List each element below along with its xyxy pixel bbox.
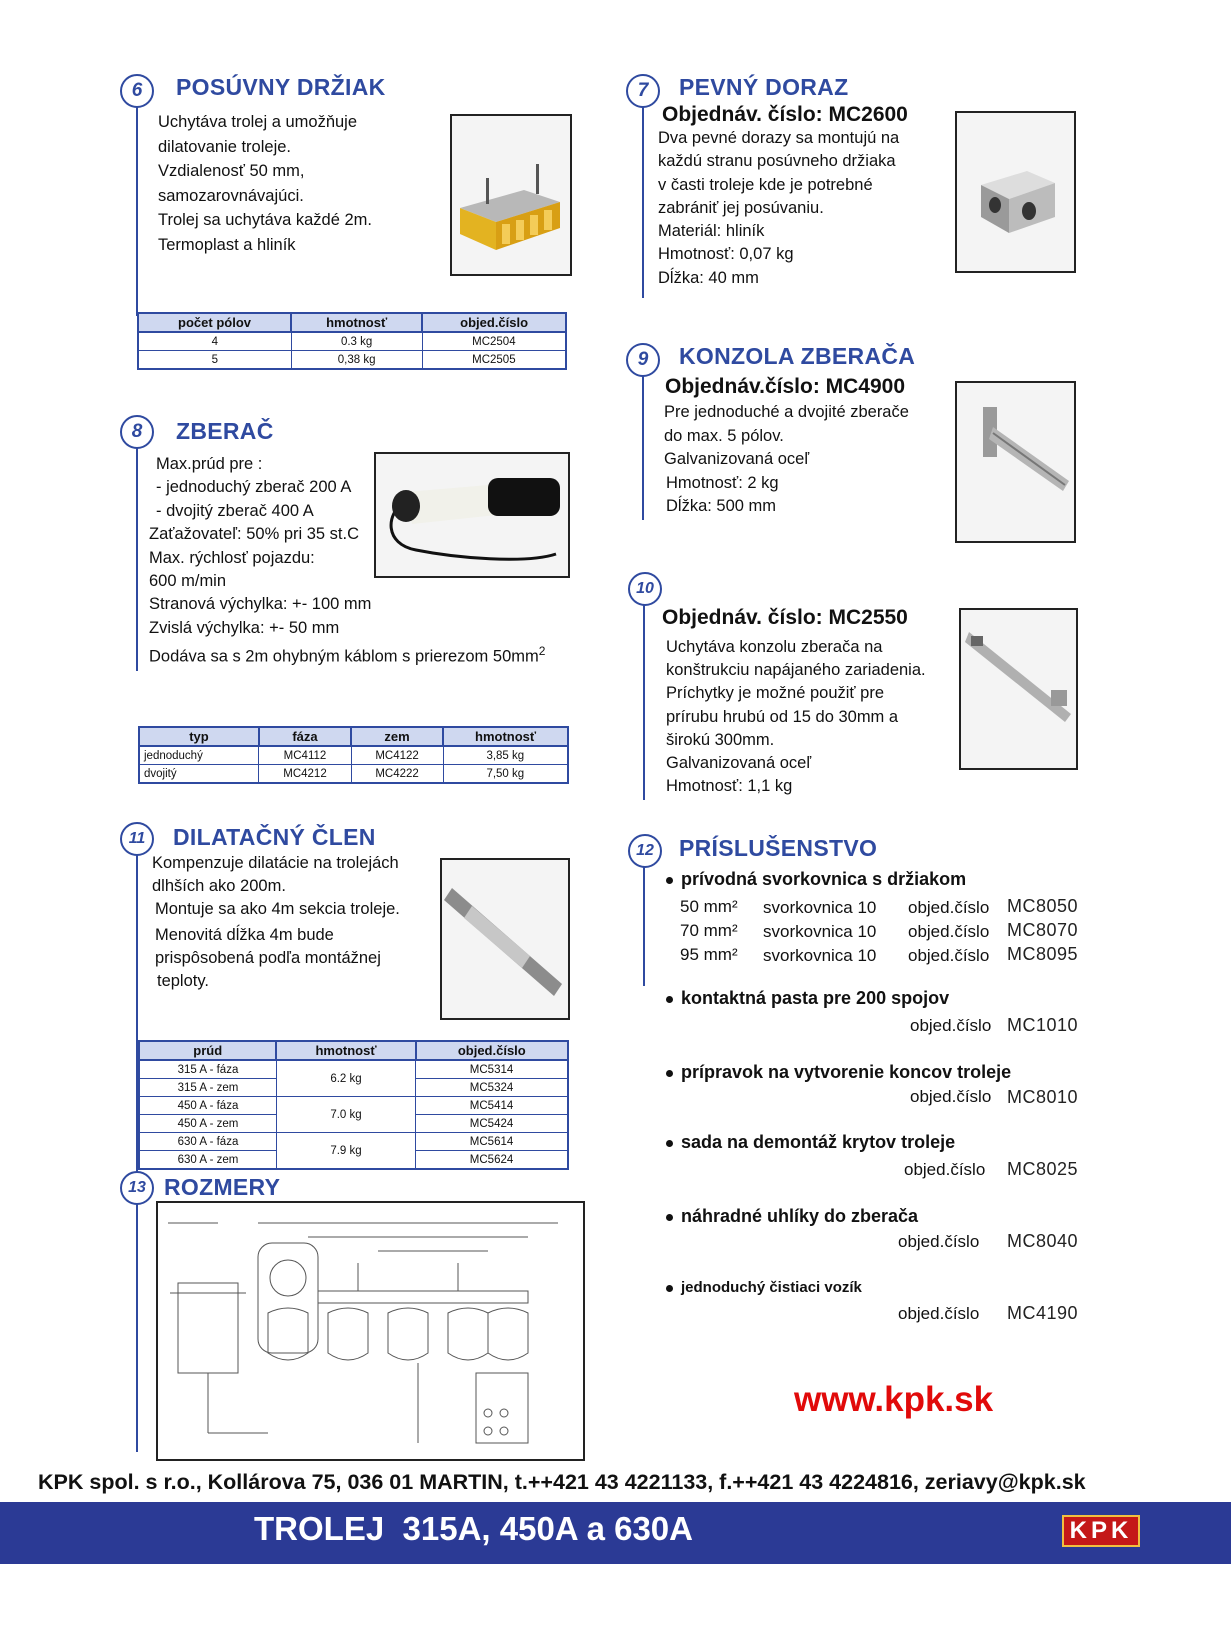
section-rule (136, 446, 138, 671)
table-header: počet pólov (138, 313, 291, 332)
section-rule (642, 104, 644, 298)
section-number-9: 9 (626, 343, 660, 377)
section-rule (136, 104, 138, 316)
list-item: 70 mm² (680, 921, 738, 940)
company-address: KPK spol. s r.o., Kollárova 75, 036 01 MARTIN, t.++421 43 4221133, f.++421 43 4224816, zeriavy@kpk.sk (38, 1470, 1086, 1494)
bullet-icon (666, 1140, 673, 1147)
bullet-icon (666, 1285, 673, 1292)
section-title-dilatacny-clen: DILATAČNÝ ČLEN (173, 824, 376, 850)
accessory-item-title: jednoduchý čistiaci vozík (666, 1279, 862, 1296)
sec7-order-number: Objednáv. číslo: MC2600 (662, 103, 908, 126)
section-title-zberac: ZBERAČ (176, 418, 274, 444)
section-title-rozmery: ROZMERY (164, 1174, 281, 1200)
section-number-8: 8 (120, 415, 154, 449)
list-item: objed.číslo (908, 922, 990, 941)
table-row: jednoduchý MC4112 MC4122 3,85 kg (139, 746, 568, 765)
section-rule (643, 603, 645, 800)
section-number-6: 6 (120, 74, 154, 108)
list-item: objed.číslo (908, 898, 990, 917)
sec10-description: Uchytáva konzolu zberača na konštrukciu napájaného zariadenia. Príchytky je možné použiť pre prírubu hrubú od 15 do 30mm a širokú 300mm. Galvanizovaná oceľ Hmotnosť: 1,1 kg (666, 638, 926, 796)
sec9-order-number: Objednáv.číslo: MC4900 (665, 375, 906, 398)
table-row: 450 A - zem MC5424 (139, 1115, 568, 1133)
collector-bracket-photo (955, 381, 1076, 543)
sec6-description: Uchytáva trolej a umožňuje dilatovanie troleje. Vzdialenosť 50 mm, samozarovnávajúci. Trolej sa uchytáva každé 2m. Termoplast a hliník (158, 113, 372, 254)
order-code: MC8040 (1007, 1231, 1079, 1251)
order-label: objed.číslo (910, 1016, 992, 1035)
table-row: 630 A - zem MC5624 (139, 1151, 568, 1170)
order-label: objed.číslo (910, 1087, 992, 1106)
accessory-item-title: sada na demontáž krytov troleje (666, 1132, 955, 1153)
order-code: MC8095 (1007, 944, 1079, 964)
accessory-item-title: náhradné uhlíky do zberača (666, 1206, 918, 1227)
sec8-description: Max.prúd pre : - jednoduchý zberač 200 A - dvojitý zberač 400 A Zaťažovateľ: 50% pri 35 st.C Max. rýchlosť pojazdu: 600 m/min Stranová výchylka: +- 100 mm Zvislá výchylka: +- 50 mm Dodáva sa s 2m ohybným káblom s prierezom $50mm^2$ (149, 455, 546, 666)
section-rule (136, 1200, 138, 1452)
list-item: 95 mm² (680, 945, 738, 964)
table-row: 630 A - fáza 7.9 kg MC5614 (139, 1133, 568, 1151)
table-row: dvojitý MC4212 MC4222 7,50 kg (139, 765, 568, 784)
bullet-icon (666, 1214, 673, 1221)
sec8-table (138, 726, 569, 784)
bullet-icon (666, 877, 673, 884)
section-rule (642, 374, 644, 520)
sliding-holder-photo (450, 114, 572, 276)
table-header: zem (351, 727, 443, 746)
table-row: 315 A - zem MC5324 (139, 1079, 568, 1097)
table-header: objed.číslo (416, 1041, 568, 1060)
section-number-11: 11 (120, 822, 154, 856)
section-number-7: 7 (626, 74, 660, 108)
kpk-logo: KPK (1062, 1515, 1140, 1547)
dimension-drawing (156, 1201, 585, 1461)
sec11-table (138, 1040, 569, 1170)
accessory-item-title: kontaktná pasta pre 200 spojov (666, 988, 949, 1009)
order-label: objed.číslo (898, 1232, 980, 1251)
section-rule (643, 866, 645, 986)
table-row: 4 0.3 kg MC2504 (138, 332, 566, 351)
order-label: objed.číslo (904, 1160, 986, 1179)
section-title-konzola-zberaca: KONZOLA ZBERAČA (679, 343, 916, 369)
order-label: objed.číslo (898, 1304, 980, 1323)
table-header: fáza (259, 727, 351, 746)
order-code: MC8010 (1007, 1087, 1079, 1107)
table-header: hmotnosť (291, 313, 422, 332)
table-header: hmotnosť (276, 1041, 415, 1060)
website-link[interactable]: www.kpk.sk (794, 1380, 994, 1419)
section-title-prislusenstvo: PRÍSLUŠENSTVO (679, 835, 878, 861)
sec10-order-number: Objednáv. číslo: MC2550 (662, 606, 908, 629)
section-number-12: 12 (628, 834, 662, 868)
table-header: objed.číslo (422, 313, 566, 332)
order-code: MC8025 (1007, 1159, 1079, 1179)
section-title-posuvny-drziak: POSÚVNY DRŽIAK (176, 74, 386, 100)
sec9-description: Pre jednoduché a dvojité zberače do max. 5 pólov. Galvanizovaná oceľ Hmotnosť: 2 kg Dĺžka: 500 mm (664, 403, 909, 515)
bullet-icon (666, 1070, 673, 1077)
section-number-10: 10 (628, 572, 662, 606)
accessory-item-title: prívodná svorkovnica s držiakom (666, 869, 966, 890)
table-row: 315 A - fáza 6.2 kg MC5314 (139, 1060, 568, 1079)
table-header: typ (139, 727, 259, 746)
sec7-description: Dva pevné dorazy sa montujú na každú stranu posúvneho držiaka v časti troleje kde je potrebné zabrániť jej posúvaniu. Materiál: hliník Hmotnosť: 0,07 kg Dĺžka: 40 mm (658, 129, 900, 287)
table-row: 5 0,38 kg MC2505 (138, 351, 566, 370)
order-code: MC8050 (1007, 896, 1079, 916)
footer-banner (0, 1502, 1231, 1564)
bullet-icon (666, 996, 673, 1003)
list-item: 50 mm² (680, 897, 738, 916)
fixed-stop-photo (955, 111, 1076, 273)
order-code: MC4190 (1007, 1303, 1079, 1323)
list-item: svorkovnica 10 (763, 898, 877, 917)
table-header: hmotnosť (443, 727, 568, 746)
sec6-table (137, 312, 567, 370)
section-title-pevny-doraz: PEVNÝ DORAZ (679, 74, 849, 100)
accessory-item-title: prípravok na vytvorenie koncov troleje (666, 1062, 1011, 1083)
order-code: MC8070 (1007, 920, 1079, 940)
section-number-13: 13 (120, 1171, 154, 1205)
fixing-clamp-photo (959, 608, 1078, 770)
list-item: svorkovnica 10 (763, 922, 877, 941)
list-item: svorkovnica 10 (763, 946, 877, 965)
table-row: 450 A - fáza 7.0 kg MC5414 (139, 1097, 568, 1115)
expansion-joint-photo (440, 858, 570, 1020)
sec11-description: Kompenzuje dilatácie na trolejách dlhších ako 200m. Montuje sa ako 4m sekcia troleje. Menovitá dĺžka 4m bude prispôsobená podľa montážnej teploty. (152, 854, 400, 990)
order-code: MC1010 (1007, 1015, 1079, 1035)
list-item: objed.číslo (908, 946, 990, 965)
banner-title: TROLEJ 315A, 450A a 630A (254, 1510, 693, 1547)
table-header: prúd (139, 1041, 276, 1060)
collector-photo (374, 452, 570, 578)
